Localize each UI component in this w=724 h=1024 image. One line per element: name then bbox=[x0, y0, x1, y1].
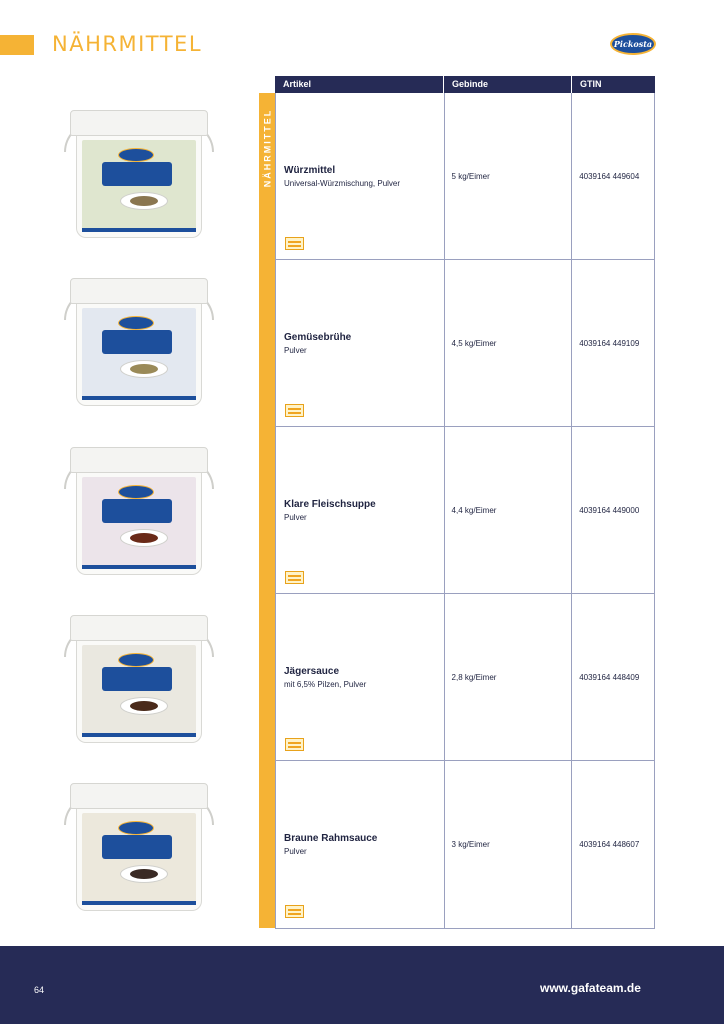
brand-logo-text: Pickosta bbox=[613, 39, 653, 49]
gebinde-cell bbox=[445, 594, 573, 760]
quality-badge-icon bbox=[285, 571, 304, 584]
brand-logo bbox=[610, 33, 656, 55]
product-description: Universal-Würzmischung, Pulver bbox=[284, 179, 401, 188]
product-name: Würzmittel bbox=[284, 165, 336, 176]
quality-badge-icon bbox=[285, 905, 304, 918]
website-link[interactable]: www.gafateam.de bbox=[540, 981, 641, 995]
column-header-gebinde: Gebinde bbox=[444, 76, 572, 93]
product-description: Pulver bbox=[284, 346, 307, 355]
product-name: Braune Rahmsauce bbox=[284, 833, 378, 844]
gtin-value: 4039164 448409 bbox=[579, 673, 640, 682]
quality-badge-icon bbox=[285, 237, 304, 250]
package-size: 4,5 kg/Eimer bbox=[451, 339, 497, 348]
bucket-logo-icon bbox=[118, 653, 154, 667]
package-size: 5 kg/Eimer bbox=[451, 172, 490, 181]
gtin-cell bbox=[572, 594, 655, 760]
article-cell bbox=[276, 761, 445, 928]
gebinde-cell bbox=[445, 93, 573, 259]
product-name: Klare Fleischsuppe bbox=[284, 499, 376, 510]
bucket-logo-icon bbox=[118, 485, 154, 499]
section-title: NÄHRMITTEL bbox=[52, 32, 203, 56]
gtin-cell bbox=[572, 93, 655, 259]
quality-badge-icon bbox=[285, 404, 304, 417]
package-size: 4,4 kg/Eimer bbox=[451, 506, 497, 515]
article-cell bbox=[276, 427, 445, 593]
bucket-logo-icon bbox=[118, 316, 154, 330]
table-row bbox=[276, 594, 655, 761]
table-row bbox=[276, 761, 655, 929]
article-cell bbox=[276, 93, 445, 259]
article-cell bbox=[276, 260, 445, 426]
product-description: mit 6,5% Pilzen, Pulver bbox=[284, 680, 367, 689]
table-row bbox=[276, 260, 655, 427]
table-row bbox=[276, 93, 655, 260]
gtin-value: 4039164 449109 bbox=[579, 339, 640, 348]
product-image-1 bbox=[66, 110, 212, 240]
side-section-tab bbox=[259, 93, 275, 928]
side-tab-label-wrap bbox=[259, 93, 275, 203]
table-row bbox=[276, 427, 655, 594]
column-header-artikel: Artikel bbox=[275, 76, 444, 93]
gtin-cell bbox=[572, 761, 655, 928]
header-accent-bar bbox=[0, 35, 34, 55]
article-cell bbox=[276, 594, 445, 760]
side-tab-label: NÄHRMITTEL bbox=[262, 108, 272, 188]
gtin-value: 4039164 449000 bbox=[579, 506, 640, 515]
product-image-5 bbox=[66, 783, 212, 913]
table-body bbox=[275, 93, 655, 929]
package-size: 3 kg/Eimer bbox=[451, 840, 490, 849]
table-header bbox=[275, 76, 655, 93]
gtin-value: 4039164 448607 bbox=[579, 840, 640, 849]
product-description: Pulver bbox=[284, 513, 307, 522]
package-size: 2,8 kg/Eimer bbox=[451, 673, 497, 682]
bucket-logo-icon bbox=[118, 148, 154, 162]
gtin-cell bbox=[572, 260, 655, 426]
quality-badge-icon bbox=[285, 738, 304, 751]
page-number: 64 bbox=[34, 985, 45, 995]
product-name: Gemüsebrühe bbox=[284, 332, 352, 343]
column-header-gtin: GTIN bbox=[580, 79, 602, 89]
product-image-2 bbox=[66, 278, 212, 408]
gtin-value: 4039164 449604 bbox=[579, 172, 640, 181]
product-name: Jägersauce bbox=[284, 666, 340, 677]
product-description: Pulver bbox=[284, 847, 307, 856]
bucket-logo-icon bbox=[118, 821, 154, 835]
product-image-4 bbox=[66, 615, 212, 745]
product-image-3 bbox=[66, 447, 212, 577]
gebinde-cell bbox=[445, 260, 573, 426]
gtin-cell bbox=[572, 427, 655, 593]
product-table bbox=[275, 76, 655, 929]
gebinde-cell bbox=[445, 427, 573, 593]
gebinde-cell bbox=[445, 761, 573, 928]
